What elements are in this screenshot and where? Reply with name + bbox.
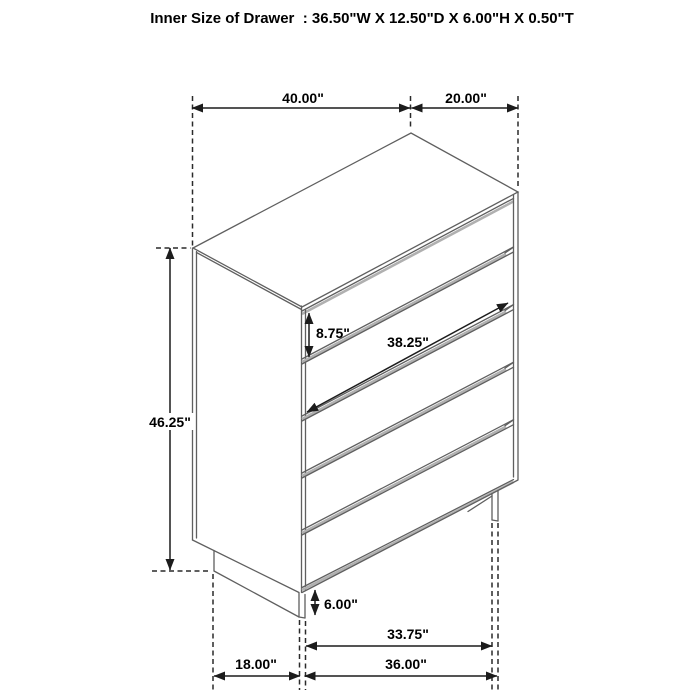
drawer-divider [302,305,514,421]
dim-label-base-width: 36.00" [385,656,427,672]
dimension-base-depth [214,656,300,676]
chest-line-art [193,133,519,618]
dim-label-leg-span-inner: 33.75" [387,626,429,642]
dimension-drawer-width [307,303,508,412]
dimension-top-width [192,90,410,108]
dim-label-top-depth: 20.00" [445,90,487,106]
front-left-leg [299,593,305,618]
dim-label-top-width: 40.00" [282,90,324,106]
chest-top-face [193,133,518,314]
dimension-leg-height [315,590,358,615]
dim-label-drawer-height: 8.75" [316,325,350,341]
chest-bottom-edge [302,480,518,593]
chest-side-panel [193,248,300,617]
dim-label-leg-height: 6.00" [324,596,358,612]
dim-label-overall-height: 46.25" [149,414,191,430]
page-title: Inner Size of Drawer : 36.50"W X 12.50"D X 6.00"H X 0.50"T [150,10,574,27]
dim-label-drawer-width: 38.25" [387,334,429,350]
drawer-divider [302,362,514,478]
dim-label-base-depth: 18.00" [235,656,277,672]
dimension-top-depth [412,90,519,108]
dimension-base-width [305,656,498,676]
dimension-overall-height [145,248,195,570]
dimension-drawer-height [309,313,350,357]
drawer-divider [302,420,514,535]
dimension-leg-span-inner [306,626,492,646]
